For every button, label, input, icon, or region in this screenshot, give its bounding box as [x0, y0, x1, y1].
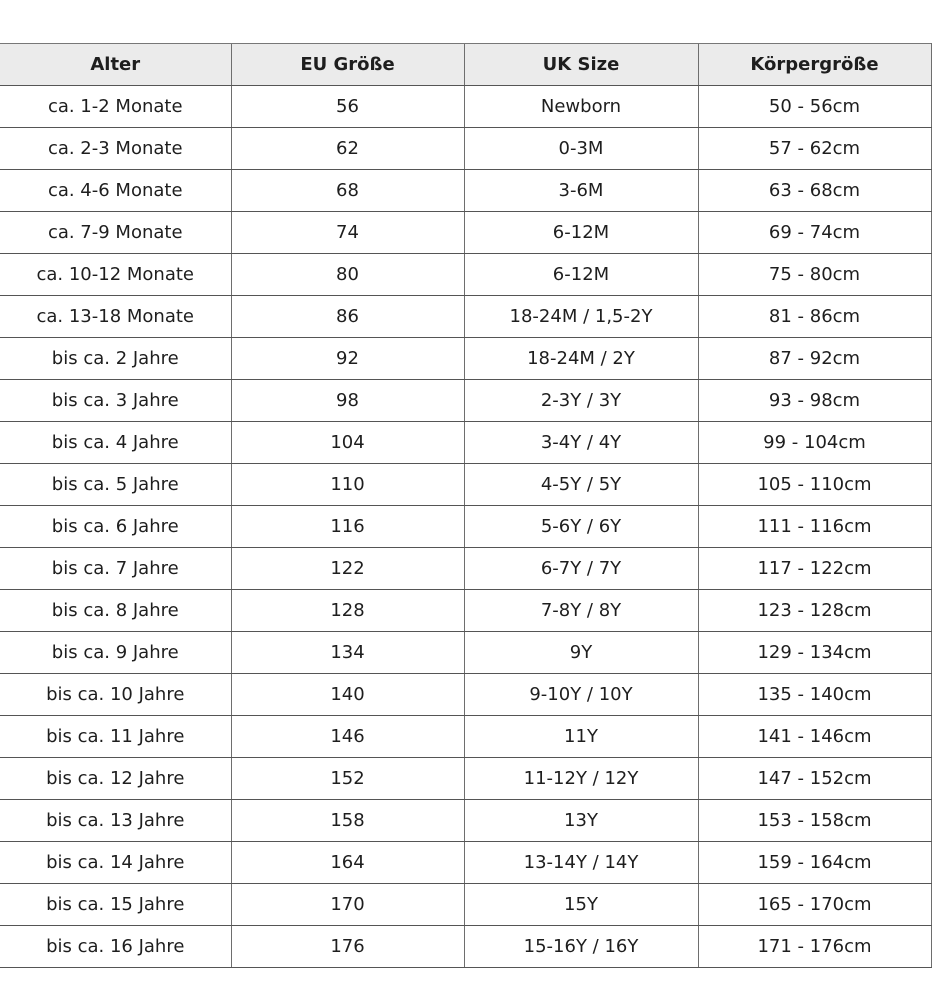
cell-body-height: 63 - 68cm: [698, 170, 931, 212]
cell-eu-size: 110: [231, 464, 464, 506]
cell-age: bis ca. 8 Jahre: [0, 590, 231, 632]
header-age: Alter: [0, 44, 231, 86]
cell-body-height: 57 - 62cm: [698, 128, 931, 170]
cell-uk-size: 11Y: [464, 716, 698, 758]
cell-age: bis ca. 13 Jahre: [0, 800, 231, 842]
size-chart-table: [0, 43, 932, 968]
table-row: [0, 842, 931, 884]
cell-age: bis ca. 11 Jahre: [0, 716, 231, 758]
cell-body-height: 141 - 146cm: [698, 716, 931, 758]
cell-age: bis ca. 6 Jahre: [0, 506, 231, 548]
cell-body-height: 123 - 128cm: [698, 590, 931, 632]
table-row: [0, 758, 931, 800]
cell-uk-size: 2-3Y / 3Y: [464, 380, 698, 422]
cell-uk-size: 7-8Y / 8Y: [464, 590, 698, 632]
cell-body-height: 153 - 158cm: [698, 800, 931, 842]
cell-age: ca. 1-2 Monate: [0, 86, 231, 128]
table-row: [0, 632, 931, 674]
cell-eu-size: 170: [231, 884, 464, 926]
cell-eu-size: 146: [231, 716, 464, 758]
cell-age: ca. 10-12 Monate: [0, 254, 231, 296]
cell-eu-size: 56: [231, 86, 464, 128]
cell-uk-size: 3-6M: [464, 170, 698, 212]
cell-eu-size: 68: [231, 170, 464, 212]
cell-uk-size: 4-5Y / 5Y: [464, 464, 698, 506]
cell-uk-size: 0-3M: [464, 128, 698, 170]
cell-uk-size: 6-12M: [464, 254, 698, 296]
cell-eu-size: 164: [231, 842, 464, 884]
cell-eu-size: 152: [231, 758, 464, 800]
cell-eu-size: 116: [231, 506, 464, 548]
table-row: [0, 590, 931, 632]
cell-body-height: 69 - 74cm: [698, 212, 931, 254]
cell-eu-size: 104: [231, 422, 464, 464]
table-body: [0, 86, 931, 968]
table-row: [0, 254, 931, 296]
cell-eu-size: 92: [231, 338, 464, 380]
cell-age: bis ca. 3 Jahre: [0, 380, 231, 422]
cell-uk-size: 6-12M: [464, 212, 698, 254]
table-row: [0, 86, 931, 128]
header-eu-size: EU Größe: [231, 44, 464, 86]
table-row: [0, 716, 931, 758]
table-row: [0, 338, 931, 380]
cell-eu-size: 122: [231, 548, 464, 590]
cell-body-height: 159 - 164cm: [698, 842, 931, 884]
cell-uk-size: 18-24M / 2Y: [464, 338, 698, 380]
cell-uk-size: 3-4Y / 4Y: [464, 422, 698, 464]
cell-uk-size: 13-14Y / 14Y: [464, 842, 698, 884]
cell-body-height: 111 - 116cm: [698, 506, 931, 548]
cell-body-height: 81 - 86cm: [698, 296, 931, 338]
cell-age: bis ca. 16 Jahre: [0, 926, 231, 968]
cell-body-height: 50 - 56cm: [698, 86, 931, 128]
header-row: [0, 44, 931, 86]
cell-eu-size: 158: [231, 800, 464, 842]
table-row: [0, 926, 931, 968]
table-row: [0, 548, 931, 590]
cell-body-height: 99 - 104cm: [698, 422, 931, 464]
cell-body-height: 171 - 176cm: [698, 926, 931, 968]
table-row: [0, 380, 931, 422]
cell-uk-size: 18-24M / 1,5-2Y: [464, 296, 698, 338]
cell-age: bis ca. 9 Jahre: [0, 632, 231, 674]
cell-body-height: 135 - 140cm: [698, 674, 931, 716]
table-header: [0, 44, 931, 86]
cell-body-height: 93 - 98cm: [698, 380, 931, 422]
cell-eu-size: 134: [231, 632, 464, 674]
table-row: [0, 296, 931, 338]
table-row: [0, 422, 931, 464]
header-uk-size: UK Size: [464, 44, 698, 86]
cell-eu-size: 176: [231, 926, 464, 968]
cell-body-height: 165 - 170cm: [698, 884, 931, 926]
cell-body-height: 75 - 80cm: [698, 254, 931, 296]
cell-age: bis ca. 5 Jahre: [0, 464, 231, 506]
table-row: [0, 674, 931, 716]
cell-age: ca. 2-3 Monate: [0, 128, 231, 170]
cell-body-height: 87 - 92cm: [698, 338, 931, 380]
table-row: [0, 170, 931, 212]
cell-uk-size: Newborn: [464, 86, 698, 128]
cell-age: bis ca. 15 Jahre: [0, 884, 231, 926]
table-row: [0, 128, 931, 170]
cell-age: ca. 13-18 Monate: [0, 296, 231, 338]
cell-age: ca. 4-6 Monate: [0, 170, 231, 212]
cell-uk-size: 15-16Y / 16Y: [464, 926, 698, 968]
cell-body-height: 147 - 152cm: [698, 758, 931, 800]
table-row: [0, 800, 931, 842]
cell-uk-size: 5-6Y / 6Y: [464, 506, 698, 548]
table-row: [0, 464, 931, 506]
cell-uk-size: 6-7Y / 7Y: [464, 548, 698, 590]
cell-uk-size: 13Y: [464, 800, 698, 842]
cell-eu-size: 140: [231, 674, 464, 716]
cell-age: bis ca. 14 Jahre: [0, 842, 231, 884]
cell-eu-size: 86: [231, 296, 464, 338]
cell-eu-size: 128: [231, 590, 464, 632]
table-row: [0, 884, 931, 926]
cell-age: bis ca. 7 Jahre: [0, 548, 231, 590]
cell-eu-size: 74: [231, 212, 464, 254]
cell-eu-size: 62: [231, 128, 464, 170]
cell-uk-size: 9Y: [464, 632, 698, 674]
cell-age: bis ca. 4 Jahre: [0, 422, 231, 464]
cell-uk-size: 9-10Y / 10Y: [464, 674, 698, 716]
cell-uk-size: 15Y: [464, 884, 698, 926]
cell-age: bis ca. 10 Jahre: [0, 674, 231, 716]
cell-eu-size: 98: [231, 380, 464, 422]
table-row: [0, 212, 931, 254]
header-body-height: Körpergröße: [698, 44, 931, 86]
table-row: [0, 506, 931, 548]
cell-body-height: 117 - 122cm: [698, 548, 931, 590]
cell-age: bis ca. 2 Jahre: [0, 338, 231, 380]
cell-eu-size: 80: [231, 254, 464, 296]
cell-body-height: 129 - 134cm: [698, 632, 931, 674]
cell-uk-size: 11-12Y / 12Y: [464, 758, 698, 800]
cell-age: ca. 7-9 Monate: [0, 212, 231, 254]
cell-body-height: 105 - 110cm: [698, 464, 931, 506]
cell-age: bis ca. 12 Jahre: [0, 758, 231, 800]
